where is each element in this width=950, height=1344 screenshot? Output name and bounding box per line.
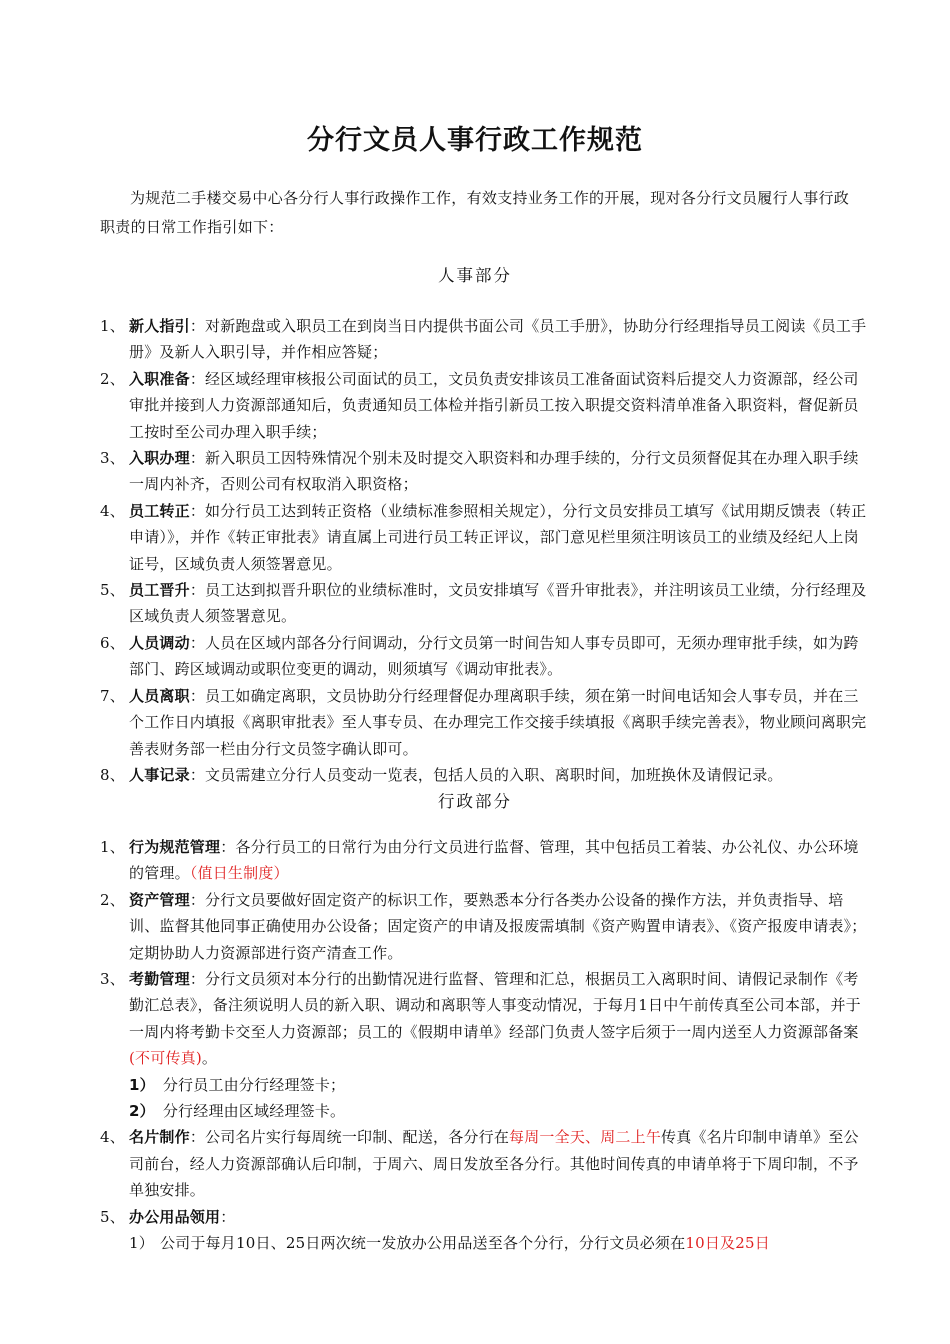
item-number: 6、 (100, 633, 125, 652)
sub-item-text: 分行员工由分行经理签卡； (162, 1075, 346, 1094)
section-heading-hr: 人事部分 (438, 266, 512, 285)
item-highlight: （值日生制度） (189, 864, 289, 883)
item-keyword: 员工转正 (129, 501, 190, 520)
sub-item (100, 1072, 868, 1098)
item-text: 经区域经理审核报公司面试的员工，文员负责安排该员工准备面试资料后提交人力资源部，经公司审批并接到人力资源部通知后，负责通知员工体检并指引新员工按入职提交资料清单准备入职资料，督促新员工按时至公司办理入职手续； (129, 369, 859, 441)
item-text: 员工如确定离职，文员协助分行经理督促办理离职手续，须在第一时间电话知会人事专员，并在三个工作日内填报《离职审批表》至人事专员、在办理完工作交接手续填报《离职手续完善表》，物业顾问离职完善表财务部一栏由分行文员签字确认即可。 (129, 686, 867, 758)
list-item (100, 1124, 868, 1203)
list-item (100, 445, 868, 498)
item-number: 7、 (100, 686, 125, 705)
item-highlight: 10日及25日 (685, 1234, 770, 1253)
list-item (100, 577, 868, 630)
item-separator: ： (189, 449, 206, 468)
admin-list (100, 834, 868, 1257)
list-item (100, 1204, 868, 1230)
item-number: 5、 (100, 1207, 125, 1226)
list-item (100, 366, 868, 445)
sub-item-number: 2） (129, 1102, 155, 1121)
item-number: 4、 (100, 1128, 125, 1147)
item-tail: 。 (201, 1049, 218, 1068)
sub-item-text: 公司于每月10日、25日两次统一发放办公用品送至各个分行，分行文员必须在 (159, 1234, 686, 1253)
item-number: 1、 (100, 317, 125, 335)
item-keyword: 人事记录 (129, 765, 190, 784)
item-separator: ： (220, 1207, 236, 1226)
item-number: 3、 (100, 449, 125, 468)
item-separator: ： (189, 1128, 206, 1147)
item-separator: ： (189, 633, 206, 652)
item-text: 分行文员须对本分行的出勤情况进行监督、管理和汇总，根据员工入离职时间、请假记录制作《考勤汇总表》，备注须说明人员的新入职、调动和离职等人事变动情况，于每月1日中午前传真至公司本部，并于一周内将考勤卡交至人力资源部；员工的《假期申请单》经部门负责人签字后须于一周内送至人力资源部备案 (129, 970, 861, 1041)
item-separator: ： (189, 317, 206, 335)
item-separator: ： (220, 838, 236, 856)
item-number: 4、 (100, 501, 125, 520)
hr-list (100, 313, 868, 788)
item-keyword: 行为规范管理 (129, 838, 221, 856)
item-text: 分行文员要做好固定资产的标识工作，要熟悉本分行各类办公设备的操作方法，并负责指导、培训、监督其他同事正确使用办公设备；固定资产的申请及报废需填制《资产购置申请表》、《资产报废申请表》；定期协助人力资源部进行资产清查工作。 (129, 890, 867, 962)
item-number: 5、 (100, 581, 125, 600)
item-keyword: 人员离职 (129, 686, 190, 705)
document-title: 分行文员人事行政工作规范 (307, 125, 643, 156)
item-keyword: 考勤管理 (129, 970, 190, 989)
list-item (100, 966, 868, 1072)
item-keyword: 入职办理 (129, 449, 190, 468)
item-text: 新入职员工因特殊情况个别未及时提交入职资料和办理手续的，分行文员须督促其在办理入职手续一周内补齐，否则公司有权取消入职资格； (129, 449, 859, 494)
list-item (100, 630, 868, 683)
list-item (100, 834, 868, 887)
item-text: 各分行员工的日常行为由分行文员进行监督、管理，其中包括员工着装、办公礼仪、办公环境的管理。 (129, 838, 859, 883)
item-number: 1、 (100, 838, 125, 856)
list-item (100, 762, 868, 788)
intro-paragraph: 为规范二手楼交易中心各分行人事行政操作工作，有效支持业务工作的开展，现对各分行文员履行人事行政职责的日常工作指引如下： (100, 189, 850, 236)
item-keyword: 资产管理 (129, 890, 190, 909)
item-keyword: 名片制作 (129, 1128, 190, 1147)
item-separator: ： (189, 686, 206, 705)
item-keyword: 员工晋升 (129, 581, 190, 600)
item-number: 2、 (100, 890, 125, 909)
list-item (100, 313, 868, 366)
sub-item-number: 1） (129, 1234, 154, 1253)
item-separator: ： (189, 765, 206, 784)
item-text: 对新跑盘或入职员工在到岗当日内提供书面公司《员工手册》，协助分行经理指导员工阅读《员工手册》及新人入职引导，并作相应答疑； (129, 317, 867, 362)
item-keyword: 人员调动 (129, 633, 190, 652)
item-text: 人员在区域内部各分行间调动，分行文员第一时间告知人事专员即可，无须办理审批手续，如为跨部门、跨区域调动或职位变更的调动，则须填写《调动审批表》。 (129, 633, 859, 679)
sub-item-text: 分行经理由区域经理签卡。 (162, 1102, 346, 1121)
item-separator: ： (189, 581, 206, 600)
item-keyword: 新人指引 (129, 317, 190, 335)
sub-item (100, 1230, 868, 1256)
list-item (100, 498, 868, 577)
sub-item (100, 1098, 868, 1124)
section-heading-admin: 行政部分 (438, 792, 512, 811)
item-text: 传真《名片印制申请单》至公司前台，经人力资源部确认后印制，于周六、周日发放至各分行。其他时间传真的申请单将于下周印制，不予单独安排。 (129, 1128, 859, 1200)
item-separator: ： (189, 501, 206, 520)
item-number: 8、 (100, 765, 125, 784)
item-number: 2、 (100, 369, 125, 388)
sub-item-number: 1） (129, 1075, 155, 1094)
item-text: 如分行员工达到转正资格（业绩标准参照相关规定），分行文员安排员工填写《试用期反馈表（转正申请）》，并作《转正审批表》请直属上司进行员工转正评议，部门意见栏里须注明该员工的业绩及经纪人上岗证号，区域负责人须签署意见。 (129, 501, 867, 573)
list-item (100, 887, 868, 966)
item-number: 3、 (100, 970, 125, 989)
item-separator: ： (189, 369, 206, 388)
item-separator: ： (189, 970, 206, 989)
item-text-pre: 公司名片实行每周统一印制、配送，各分行在 (205, 1128, 510, 1147)
item-separator: ： (189, 890, 206, 909)
item-keyword: 办公用品领用 (129, 1207, 221, 1226)
item-highlight: (不可传真) (129, 1049, 202, 1068)
list-item (100, 683, 868, 762)
item-keyword: 入职准备 (129, 369, 190, 388)
item-text: 文员需建立分行人员变动一览表，包括人员的入职、离职时间，加班换休及请假记录。 (205, 765, 783, 784)
item-text: 员工达到拟晋升职位的业绩标准时，文员安排填写《晋升审批表》，并注明该员工业绩，分行经理及区域负责人须签署意见。 (129, 581, 867, 626)
item-highlight: 每周一全天、周二上午 (509, 1128, 662, 1147)
